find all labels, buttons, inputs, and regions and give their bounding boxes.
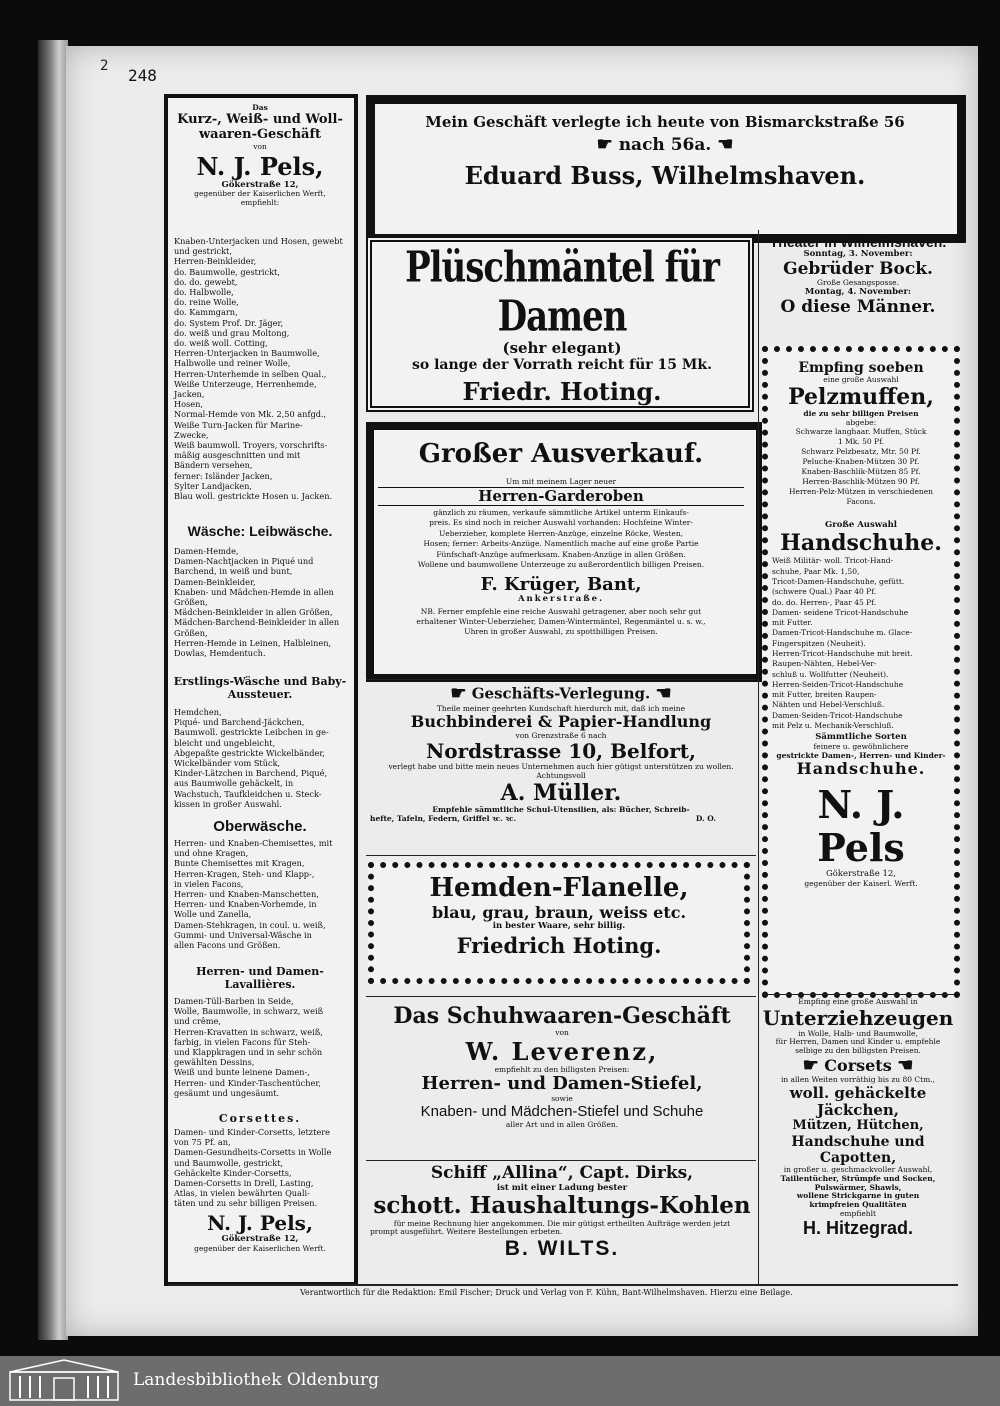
text-line: Raupen-Nähten, Hebel-Ver-	[772, 659, 877, 669]
library-building-logo-icon	[8, 1358, 120, 1402]
pointing-hand-right-icon: ☛	[450, 683, 467, 704]
text-line: Damen-Gesundheits-Corsetts in Wolle	[174, 1147, 332, 1158]
text-line: Wolle und Zanella,	[174, 909, 252, 920]
text-line: Sylter Landjacken,	[174, 480, 253, 491]
divider	[762, 994, 954, 995]
text-line: Herren- und Knaben-Chemisettes, mit	[174, 838, 333, 848]
text-line: farbig, in vielen Facons für Steh-	[174, 1036, 311, 1047]
text-line: Zwecke,	[174, 429, 209, 440]
divider	[366, 1160, 756, 1161]
pels-block-baby	[174, 707, 344, 809]
pels-block-corsettes	[174, 1127, 344, 1209]
text-line: do. reine Wolle,	[174, 297, 239, 308]
text-line: Herren-Tricot-Handschuhe mit breit.	[772, 649, 913, 658]
text-line: Herren- und Kinder-Taschentücher,	[174, 1077, 321, 1088]
text-line: gänzlich zu räumen, verkaufe sämmtliche Artikel unterm Einkaufs-	[433, 507, 689, 517]
text-line: Damen-Corsetts in Drell, Lasting,	[174, 1178, 314, 1189]
text-line: und crême,	[174, 1016, 221, 1027]
ad-mueller: ☛ Geschäfts-Verlegung. ☚ Theile meiner geehrten Kundschaft hierdurch mit, daß ich meine Buchbinderei & Papier-Handlung von Grenzstraße 6 nach Nordstrasse 10, Belfort, verlegt habe und bitte mein neues Unternehmen auch hier gütigst unterstützen zu wollen. Achtungsvoll A. Müller. Empfehle sämmtliche Schul-Utensilien, als: Bücher, Schreib- hefte, Tafeln, Federn, Griffel ꝛc. ꝛc. D. O.	[366, 684, 756, 823]
text-line: Herren-Unterjacken in Baumwolle,	[174, 348, 320, 359]
text-line: Bunte Chemisettes mit Kragen,	[174, 858, 305, 869]
text-line: (schwere Qual.) Paar 40 Pf.	[772, 587, 877, 597]
pels-block-lavallieres	[174, 996, 344, 1098]
page-number: 248	[128, 66, 157, 85]
text-line: Damen-Tricot-Handschuhe m. Glace-	[772, 628, 913, 638]
leverenz-title: Das Schuhwaaren-Geschäft	[393, 1003, 731, 1029]
text-line: Knaben-Baschlik-Mützen 85 Pf.	[801, 467, 921, 477]
pointing-hand-left-icon: ☚	[717, 134, 734, 156]
pointing-hand-right-icon: ☛	[596, 134, 613, 156]
text-line: Bändern versehen,	[174, 460, 253, 471]
ad-flanelle: Hemden-Flanelle, blau, grau, braun, weiss etc. in bester Waare, sehr billig. Friedrich Hoting.	[380, 874, 738, 958]
text-line: Peluche-Knaben-Mützen 30 Pf.	[802, 457, 920, 467]
text-line: Damen-Nachtjacken in Piqué und	[174, 556, 314, 567]
text-line: aus Baumwolle gehäckelt, in	[174, 778, 294, 789]
text-line: allen Facons und Größen.	[174, 940, 281, 951]
leverenz-name: W. Leverenz,	[465, 1036, 659, 1066]
text-line: Herren-Kragen, Steh- und Klapp-,	[174, 868, 315, 879]
text-line: Wickelbänder vom Stück,	[174, 758, 281, 769]
text-line: Mädchen-Beinkleider in allen Größen,	[174, 607, 333, 618]
text-line: Wollene und baumwollene Unterzeuge zu außerordentlich billigen Preisen.	[417, 560, 705, 570]
text-line: 1 Mk. 50 Pf.	[837, 437, 884, 447]
text-line: gesäumt und ungesäumt.	[174, 1087, 280, 1098]
book-spine-edge	[38, 40, 68, 1340]
text-line: Wolle, Baumwolle, in schwarz, weiß	[174, 1006, 324, 1017]
text-line: mit Futter.	[772, 618, 813, 628]
krueger-name: F. Krüger, Bant,	[480, 573, 642, 595]
text-line: Weiße Unterzeuge, Herrenhemde, Jacken,	[174, 378, 317, 400]
ad-buss: Mein Geschäft verlegte ich heute von Bismarckstraße 56 ☛ nach 56a. ☚ Eduard Buss, Wilhelmshaven.	[380, 114, 950, 190]
ad-hitzegrad: Empfing eine große Auswahl in Unterziehzeugen in Wolle, Halb- und Baumwolle, für Herren, Damen und Kinder u. empfehle selbige zu den billigsten Preisen. ☛ Corsets ☚ in allen Weiten vorräthig bis zu 80 Ctm., woll. gehäckelte Jäckchen, Mützen, Hütchen, Handschuhe und Capotten, in großer u. geschmackvoller Auswahl, Taillentücher, Strümpfe und Socken, Pulswärmer, Shawls, wollene Strickgarne in guten krimpfreien Qualitäten empfiehlt H. Hitzegrad.	[762, 997, 954, 1239]
text-line: Weiß baumwoll. Troyers, vorschrifts-	[174, 440, 328, 451]
divider	[366, 855, 756, 856]
text-line: Gummi- und Universal-Wäsche in	[174, 929, 312, 940]
pels-glove-list	[772, 556, 950, 731]
flanelle-hoting-name: Friedrich Hoting.	[456, 933, 662, 959]
text-line: mit Pelz u. Mechanik-Verschluß.	[772, 721, 894, 731]
text-line: Wachstuch, Taufkleidchen u. Steck-	[174, 788, 322, 799]
text-line: Damen-Stehkragen, in coul. u. weiß,	[174, 919, 326, 930]
text-line: Knaben-Unterjacken und Hosen, gewebt	[174, 236, 343, 246]
text-line: do. Halbwolle,	[174, 287, 234, 298]
text-line: Facons.	[846, 497, 876, 507]
divider	[366, 679, 756, 680]
text-line: Herren-Unterhemde in selben Qual.,	[174, 368, 327, 379]
text-line: do. Baumwolle, gestrickt,	[174, 266, 280, 277]
heading-leibwaesche: Wäsche: Leibwäsche.	[187, 523, 333, 539]
krueger-body	[378, 508, 744, 571]
text-line: Abgepaßte gestrickte Wickelbänder,	[174, 747, 325, 758]
pointing-hand-left-icon: ☚	[655, 683, 672, 704]
text-line: Damen-Beinkleider,	[174, 576, 256, 587]
text-line: Blau woll. gestrickte Hosen u. Jacken.	[174, 491, 333, 502]
text-line: Baumwoll. gestrickte Leibchen in ge-	[174, 727, 329, 738]
text-line: Fingerspitzen (Neuheit).	[772, 638, 866, 648]
pels-header: Das Kurz-, Weiß- und Woll- waaren-Geschäft von N. J. Pels, Gökerstraße 12, gegenüber der Kaiserlichen Werft, empfiehlt:	[170, 104, 350, 208]
flanelle-title: Hemden-Flanelle,	[429, 873, 689, 903]
text-line: Größen,	[174, 597, 208, 608]
pels-block-oberwaesche	[174, 838, 344, 950]
text-line: Damen-Tüll-Barben in Seide,	[174, 996, 294, 1006]
text-line: Herren-Kravatten in schwarz, weiß,	[174, 1026, 323, 1037]
text-line: Schwarz Pelzbesatz, Mtr. 50 Pf.	[801, 447, 921, 457]
ad-krueger: Großer Ausverkauf. Um mit meinem Lager neuer Herren-Garderoben gänzlich zu räumen, verkaufe sämmtliche Artikel unterm Einkaufs- preis. Es sind noch in reicher Auswahl vorhanden: Hochfeine Winter- Ueberzieher, komplete Herren-Anzüge, einzelne Röcke, Westen, Hosen; ferner: Arbeits-Anzüge. Namentlich mache auf eine große Partie Fünfschaft-Anzüge aufmerksam. Knaben-Anzüge in allen Größen. Wollene und baumwollene Unterzeuge zu außerordentlich billigen Preisen. F. Krüger, Bant, Ankerstraße. NB. Ferner empfehle eine reiche Auswahl getragener, aber noch sehr gut erhaltener Winter-Ueberzieher, Damen-Wintermäntel, Regenmäntel u. s. w., Uhren in großer Auswahl, zu spottbilligen Preisen.	[378, 440, 744, 637]
text-line: Kinder-Lätzchen in Barchend, Piqué,	[174, 768, 328, 779]
plusch-hoting-name: Friedr. Hoting.	[462, 376, 662, 406]
imprint-line: Verantwortlich für die Redaktion: Emil Fischer; Druck und Verlag von F. Kühn, Bant-Wilhelmshaven. Hierzu eine Beilage.	[300, 1288, 793, 1297]
ad-pels-right: Empfing soeben eine große Auswahl Pelzmuffen, die zu sehr billigen Preisen abgebe: Schwarze langhaar. Muffen, Stück 1 Mk. 50 Pf. Schwarz Pelzbesatz, Mtr. 50 Pf. Peluche-Knaben-Mützen 30 Pf. Knaben-Baschlik-Mützen 85 Pf. Herren-Baschlik-Mützen 90 Pf. Herren-Pelz-Mützen in verschiedenen Facons. Große Auswahl Handschuhe. Weiß Militär- woll. Tricot-Hand- schuhe, Paar Mk. 1,50, Tricot-Damen-Handschuhe, gefütt. (schwere Qual.) Paar 40 Pf. do. do. Herren-, Paar 45 Pf. Damen- seidene Tricot-Handschuhe mit Futter. Damen-Tricot-Handschuhe m. Glace- Fingerspitzen (Neuheit). Herren-Tricot-Handschuhe mit breit. Raupen-Nähten, Hebel-Ver- schluß u. Wollfutter (Neuheit). Herren-Seiden-Tricot-Handschuhe mit Futter, breiten Raupen- Nähten und Hebel-Verschluß. Damen-Seiden-Tricot-Handschuhe mit Pelz u. Mechanik-Verschluß. Sämmtliche Sorten feinere u. gewöhnlichere gestrickte Damen-, Herren- und Kinder- Handschuhe. N. J. Pels Gökerstraße 12, gegenüber der Kaiserl. Werft.	[772, 360, 950, 889]
text-line: Herren-Beinkleider,	[174, 256, 257, 267]
text-line: Nähten und Hebel-Verschluß.	[772, 700, 885, 710]
text-line: täten und zu sehr billigen Preisen.	[174, 1198, 318, 1209]
text-line: Damen-Seiden-Tricot-Handschuhe	[772, 710, 903, 720]
krueger-nb	[378, 607, 744, 637]
ad-plusch: Plüschmäntel für Damen (sehr elegant) so lange der Vorrath reicht für 15 Mk. Friedr. Hoting.	[378, 254, 746, 405]
hitzegrad-name: H. Hitzegrad.	[802, 1218, 913, 1239]
text-line: Herren-Seiden-Tricot-Handschuhe	[772, 679, 904, 689]
ad-leverenz: Das Schuhwaaren-Geschäft von W. Leverenz, empfiehlt zu den billigsten Preisen: Herren- und Damen-Stiefel, sowie Knaben- und Mädchen-Stiefel und Schuhe aller Art und in allen Größen.	[366, 1004, 758, 1129]
text-line: Größen,	[174, 627, 208, 638]
text-line: Halbwolle und reiner Wolle,	[174, 358, 291, 369]
text-line: Weiß und bunte leinene Damen-,	[174, 1067, 310, 1078]
text-line: Barchend, in weiß und bunt,	[174, 566, 293, 577]
text-line: von 75 Pf. an,	[174, 1137, 231, 1148]
text-line: in vielen Facons,	[174, 878, 244, 889]
ad-wilts: Schiff „Allina“, Capt. Dirks, ist mit einer Ladung bester schott. Haushaltungs-Kohlen für meine Rechnung hier angekommen. Die mir gütigst ertheilten Aufträge werden jetzt prompt ausgeführt. Weitere Bestellungen erbeten. B. WILTS.	[366, 1164, 758, 1261]
text-line: NB. Ferner empfehle eine reiche Auswahl getragener, aber noch sehr gut	[420, 607, 702, 617]
pels-firm-name: N. J. Pels,	[196, 152, 324, 182]
library-name: Landesbibliothek Oldenburg	[133, 1370, 380, 1390]
text-line: und gestrickt,	[174, 246, 232, 257]
text-line: Hosen; ferner: Arbeits-Anzüge. Namentlich mache auf eine große Partie	[423, 539, 699, 549]
heading-lavallieres: Herren- und Damen-Lavallières.	[196, 965, 324, 991]
text-line: Gehäckelte Kinder-Corsetts,	[174, 1167, 292, 1178]
text-line: Herren-Pelz-Mützen in verschiedenen	[788, 487, 934, 497]
text-line: schluß u. Wollfutter (Neuheit).	[772, 669, 889, 679]
text-line: und Klappkragen und in sehr schön	[174, 1047, 323, 1058]
text-line: Herren-Hemde in Leinen, Halbleinen,	[174, 637, 332, 648]
text-line: Schwarze langhaar. Muffen, Stück	[795, 427, 927, 437]
text-line: Mädchen-Barchend-Beinkleider in allen	[174, 617, 340, 628]
text-line: Weiße Turn-Jacken für Marine-	[174, 419, 303, 430]
pels-right-firm: N. J. Pels	[817, 781, 905, 871]
page-edge-number: 2	[100, 58, 109, 74]
pels-footer: N. J. Pels, Gökerstraße 12, gegenüber der Kaiserlichen Werft.	[194, 1211, 326, 1253]
text-line: do. System Prof. Dr. Jäger,	[174, 317, 284, 328]
heading-oberwaesche: Oberwäsche.	[213, 818, 307, 835]
text-line: Knaben- und Mädchen-Hemde in allen	[174, 586, 334, 597]
text-line: erhaltener Winter-Ueberzieher, Damen-Wintermäntel, Regenmäntel u. s. w.,	[416, 617, 706, 627]
pels-block-underwear	[174, 236, 344, 501]
text-line: Weiß Militär- woll. Tricot-Hand-	[772, 556, 894, 566]
text-line: schuhe, Paar Mk. 1,50,	[772, 566, 860, 576]
text-line: Damen- und Kinder-Corsetts, letztere	[174, 1127, 330, 1137]
text-line: Damen-Hemde,	[174, 546, 239, 556]
column-divider	[758, 230, 759, 1285]
text-line: do. Kammgarn,	[174, 307, 238, 318]
text-line: und Baumwolle, gestrickt,	[174, 1157, 284, 1168]
bottom-rule	[168, 1284, 958, 1286]
pointing-hand-left-icon: ☚	[897, 1054, 914, 1076]
text-line: do. weiß woll. Cotting,	[174, 338, 268, 349]
heading-corsettes: Corsettes.	[218, 1112, 302, 1125]
text-line: Hemdchen,	[174, 707, 222, 717]
text-line: Tricot-Damen-Handschuhe, gefütt.	[772, 576, 905, 586]
text-line: Herren- und Knaben-Vorhemde, in	[174, 899, 317, 910]
pointing-hand-right-icon: ☛	[802, 1054, 819, 1076]
text-line: do. weiß und grau Moltong,	[174, 327, 290, 338]
heading-erstlingswaesche: Erstlings-Wäsche und Baby-Aussteuer.	[173, 675, 347, 701]
text-line: gewählten Dessins,	[174, 1057, 255, 1068]
text-line: kissen in großer Auswahl.	[174, 798, 282, 809]
ad-theater: Theater in Wilhelmshaven. Sonntag, 3. November: Gebrüder Bock. Große Gesangsposse. Montag, 4. November: O diese Männer.	[769, 234, 947, 317]
plusch-title: Plüschmäntel für Damen	[405, 242, 719, 342]
divider	[366, 996, 756, 997]
wilts-name: B. WILTS.	[504, 1237, 620, 1260]
text-line: mäßig ausgeschnitten und mit	[174, 450, 301, 461]
mueller-name: A. Müller.	[500, 779, 622, 806]
pels-block-leibwaesche	[174, 546, 344, 658]
pels-fur-list	[772, 427, 950, 507]
text-line: bleicht und ungebleicht,	[174, 737, 276, 748]
wilts-product: schott. Haushaltungs-Kohlen	[373, 1192, 751, 1220]
text-line: Uhren in großer Auswahl, zu spottbilligen Preisen.	[464, 627, 658, 637]
text-line: Normal-Hemde von Mk. 2,50 anfgd.,	[174, 409, 327, 420]
krueger-title: Großer Ausverkauf.	[418, 439, 704, 469]
text-line: Herren- und Knaben-Manschetten,	[174, 889, 319, 900]
text-line: preis. Es sind noch in reicher Auswahl vorhanden: Hochfeine Winter-	[429, 518, 693, 528]
text-line: Atlas, in vielen bewährten Quali-	[174, 1188, 310, 1199]
buss-name: Eduard Buss, Wilhelmshaven.	[464, 160, 866, 190]
text-line: do. do. Herren-, Paar 45 Pf.	[772, 597, 877, 607]
text-line: Herren-Baschlik-Mützen 90 Pf.	[802, 477, 920, 487]
text-line: Ueberzieher, komplete Herren-Anzüge, einzelne Röcke, Westen,	[438, 528, 684, 538]
text-line: Fünfschaft-Anzüge aufmerksam. Knaben-Anzüge in allen Größen.	[436, 549, 686, 559]
text-line: Damen- seidene Tricot-Handschuhe	[772, 607, 909, 617]
text-line: und ohne Kragen,	[174, 848, 249, 859]
text-line: Dowlas, Hemdentuch.	[174, 648, 266, 659]
text-line: mit Futter, breiten Raupen-	[772, 690, 877, 700]
text-line: ferner: Isländer Jacken,	[174, 470, 273, 481]
text-line: Piqué- und Barchend-Jäckchen,	[174, 717, 305, 728]
text-line: Hosen,	[174, 399, 203, 410]
text-line: do. do. gewebt,	[174, 276, 238, 287]
